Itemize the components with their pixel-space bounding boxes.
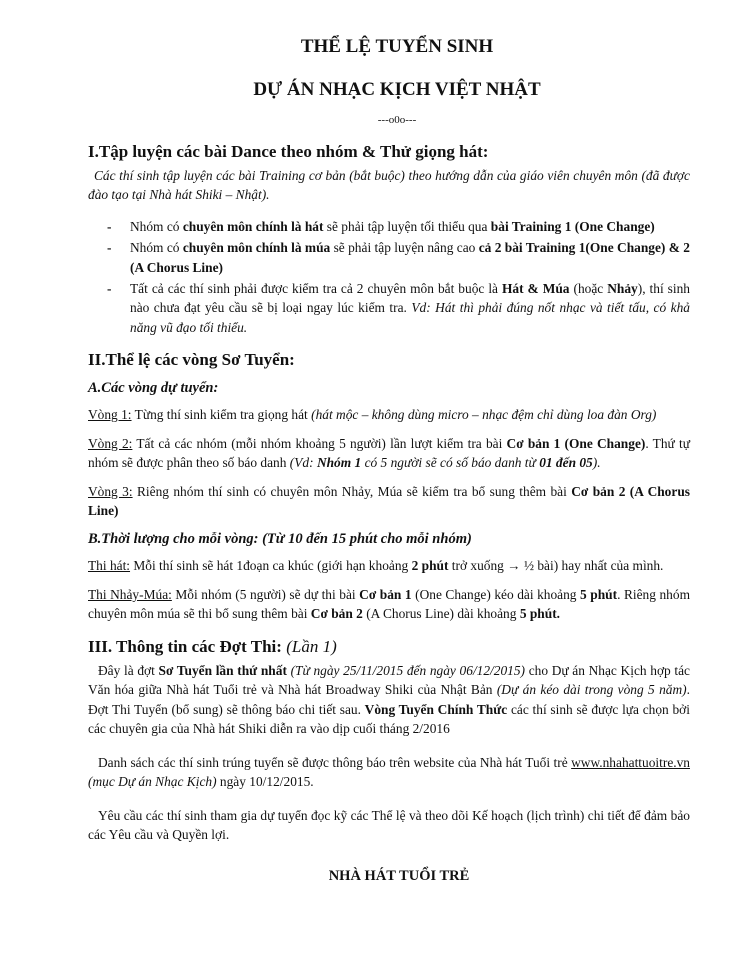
text-run: Nhảy bbox=[607, 280, 638, 296]
round-2-label: Vòng 2: bbox=[88, 435, 133, 451]
text-run: (One Change) kéo dài khoảng bbox=[411, 586, 581, 602]
subsection-a-heading: A.Các vòng dự tuyển: bbox=[88, 379, 219, 396]
text-run: cả 2 bài Training 1(One Change) & 2 (A Chorus Line) bbox=[130, 240, 690, 275]
text-run: Từng thí sinh kiểm tra giọng hát bbox=[131, 407, 312, 423]
list-item bbox=[130, 217, 690, 236]
text-run: (Dự án kéo dài trong vòng 5 năm) bbox=[496, 682, 687, 698]
section-3-paragraph-1 bbox=[88, 661, 690, 739]
website-link[interactable]: www.nhahattuoitre.vn bbox=[571, 754, 690, 770]
text-run: Cơ bản 2 bbox=[310, 606, 363, 622]
signature-organization: NHÀ HÁT TUỔI TRẺ bbox=[328, 868, 470, 885]
text-run: Sơ Tuyển lần thứ nhất bbox=[158, 662, 287, 678]
text-run: Mỗi nhóm (5 người) sẽ dự thi bài bbox=[171, 586, 360, 602]
text-run: (hoặc bbox=[569, 280, 608, 296]
document-subtitle: DỰ ÁN NHẠC KỊCH VIỆT NHẬT bbox=[253, 78, 541, 100]
text-run: Đây là đợt bbox=[98, 662, 159, 678]
dance-paragraph bbox=[88, 585, 690, 624]
document-title: THỂ LỆ TUYỂN SINH bbox=[300, 36, 494, 57]
subsection-b-heading: B.Thời lượng cho mỗi vòng: (Từ 10 đến 15 phút cho mỗi nhóm) bbox=[88, 530, 472, 547]
text-run: Nhóm 1 bbox=[316, 455, 362, 471]
section-1-list bbox=[88, 217, 690, 338]
text-run: . Riêng nhóm chuyên môn múa sẽ thi bổ sung thêm bài bbox=[88, 586, 690, 622]
text-run: Nhóm có bbox=[130, 240, 183, 256]
text-run: sẽ phải tập luyện nâng cao bbox=[330, 240, 479, 256]
text-run: ngày 10/12/2015. bbox=[216, 774, 314, 790]
text-run: 5 phút bbox=[580, 586, 618, 602]
text-run: III. Thông tin các Đợt Thi: bbox=[88, 636, 287, 656]
text-run: Cơ bản 2 (A Chorus Line) bbox=[88, 483, 690, 519]
text-run: . Đợt Thi Tuyển (bổ sung) sẽ thông báo chi tiết sau. bbox=[88, 682, 690, 717]
round-3-label: Vòng 3: bbox=[88, 483, 133, 499]
section-3-paragraph-3: Yêu cầu các thí sinh tham gia dự tuyển đọc kỹ các Thể lệ và theo dõi Kế hoạch (lịch trình) chi tiết để đảm bảo các Yêu cầu và Quyền lợi. bbox=[88, 807, 690, 843]
round-2-paragraph bbox=[88, 434, 690, 473]
section-1-heading: I.Tập luyện các bài Dance theo nhóm & Thử giọng hát: bbox=[88, 141, 489, 161]
text-run: 01 đến 05 bbox=[539, 455, 593, 471]
text-run: cho Dự án Nhạc Kịch hợp tác Văn hóa giữa Nhà hát Tuổi trẻ và Nhà hát Broadway Shiki của Nhật Bản bbox=[88, 662, 691, 698]
section-1-intro: Các thí sinh tập luyện các bài Training cơ bản (bắt buộc) theo hướng dẫn của giáo viên chuyên môn (đã được đào tạo tại Nhà hát Shiki – Nhật). bbox=[88, 167, 690, 203]
text-run: Hát & Múa bbox=[501, 280, 570, 296]
text-run: chuyên môn chính là múa bbox=[182, 240, 331, 256]
text-run: (Từ ngày 25/11/2015 đến ngày 06/12/2015) bbox=[286, 662, 526, 678]
round-3-paragraph bbox=[88, 482, 690, 521]
text-run: có 5 người sẽ có số báo danh từ bbox=[361, 455, 540, 471]
text-run: (Lần 1) bbox=[286, 636, 337, 656]
text-run: (A Chorus Line) dài khoảng bbox=[362, 606, 520, 622]
round-1-paragraph bbox=[88, 405, 690, 424]
text-run: Vòng Tuyển Chính Thức bbox=[364, 701, 508, 717]
text-run: (Vd: bbox=[289, 455, 317, 471]
text-run: 2 phút bbox=[411, 558, 449, 574]
text-run: Tất cả các nhóm (mỗi nhóm khoảng 5 người) lần lượt kiểm tra bài bbox=[132, 435, 507, 451]
text-run: (hát mộc – không dùng micro – nhạc đệm chỉ dùng loa đàn Org) bbox=[311, 407, 657, 423]
text-run: chuyên môn chính là hát bbox=[182, 218, 324, 234]
list-item bbox=[130, 279, 690, 337]
text-run: sẽ phải tập luyện tối thiểu qua bbox=[323, 218, 491, 234]
singing-paragraph bbox=[88, 556, 690, 575]
text-run: . Thứ tự nhóm sẽ được phân theo số báo danh bbox=[88, 435, 690, 471]
text-run: Danh sách các thí sinh trúng tuyển sẽ được thông báo trên website của Nhà hát Tuổi trẻ bbox=[98, 754, 572, 770]
list-item bbox=[130, 238, 690, 277]
text-run: Cơ bản 1 bbox=[359, 586, 412, 602]
text-run: Nhóm có bbox=[130, 218, 183, 234]
dance-label: Thi Nhảy-Múa: bbox=[88, 586, 172, 602]
text-run: các thí sinh sẽ được lựa chọn bởi các chuyên gia của Nhà hát Shiki diễn ra vào dịp cuối tháng 2/2016 bbox=[88, 701, 690, 737]
text-run: ), thí sinh nào chưa đạt yêu cầu sẽ bị loại ngay lúc kiểm tra. bbox=[130, 280, 690, 316]
text-run: trở xuống → ½ bài) hay nhất của mình. bbox=[448, 558, 664, 574]
text-run: Cơ bản 1 (One Change) bbox=[506, 435, 646, 451]
round-1-label: Vòng 1: bbox=[88, 407, 132, 423]
text-run: bài Training 1 (One Change) bbox=[490, 218, 655, 234]
section-3-paragraph-2 bbox=[88, 753, 690, 792]
text-run: Mỗi thí sinh sẽ hát 1đoạn ca khúc (giới hạn khoảng bbox=[130, 558, 412, 574]
section-3-heading bbox=[88, 636, 690, 657]
singing-label: Thi hát: bbox=[88, 558, 131, 574]
title-ornament: ---o0o--- bbox=[377, 113, 417, 126]
text-run: Vd: Hát thì phải đúng nốt nhạc và tiết tấu, có khả năng vũ đạo tối thiểu. bbox=[130, 300, 690, 335]
text-run: Riêng nhóm thí sinh có chuyên môn Nhảy, Múa sẽ kiểm tra bổ sung thêm bài bbox=[132, 483, 572, 499]
text-run: 5 phút. bbox=[519, 606, 561, 622]
text-run: Tất cả các thí sinh phải được kiểm tra cả 2 chuyên môn bắt buộc là bbox=[130, 280, 502, 296]
text-run: ). bbox=[592, 455, 601, 471]
text-run: (mục Dự án Nhạc Kịch) bbox=[88, 774, 217, 790]
section-2-heading: II.Thể lệ các vòng Sơ Tuyển: bbox=[88, 350, 295, 370]
